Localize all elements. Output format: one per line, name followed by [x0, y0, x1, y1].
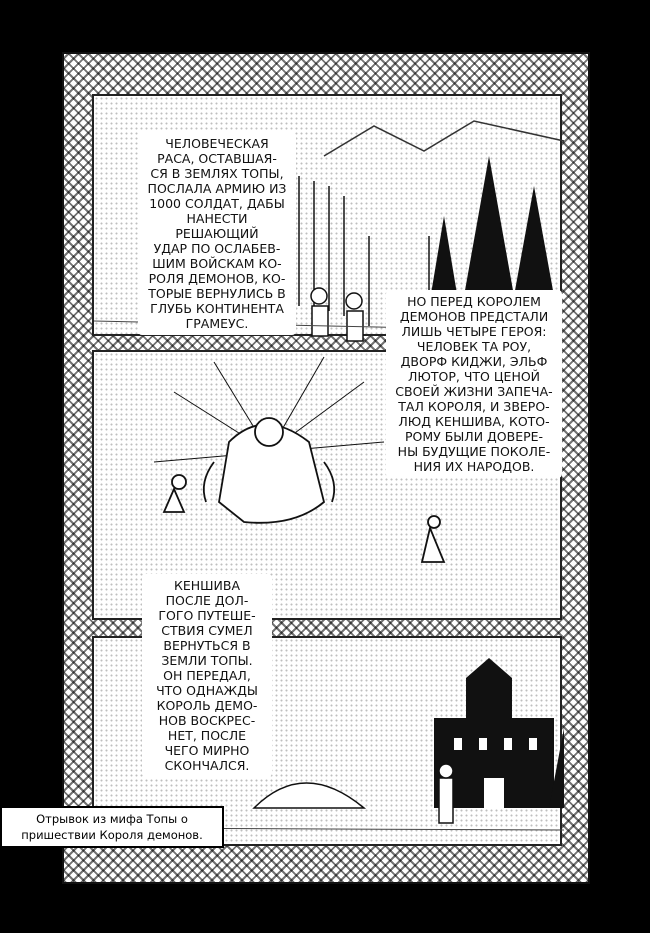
- caption-four-heroes: НО ПЕРЕД КОРОЛЕМ ДЕМОНОВ ПРЕДСТАЛИ ЛИШЬ ЧЕТЫРЕ ГЕРОЯ: ЧЕЛОВЕК ТА РОУ, ДВОРФ КИДЖИ, ЭЛЬФ ЛЮТОР, ЧТО ЦЕНОЙ СВОЕЙ ЖИЗНИ ЗАПЕЧА- ТАЛ КОРОЛЯ, И ЗВЕРО- ЛЮД КЕНШИВА, КОТО- РОМУ БЫЛИ ДОВЕРЕ- НЫ БУДУЩИЕ ПОКОЛЕ- НИЯ ИХ НАРОДОВ.: [386, 290, 562, 478]
- caption-kenshiva: КЕНШИВА ПОСЛЕ ДОЛ- ГОГО ПУТЕШЕ- СТВИЯ СУМЕЛ ВЕРНУТЬСЯ В ЗЕМЛИ ТОПЫ. ОН ПЕРЕДАЛ, ЧТО ОДНАЖДЫ КОРОЛЬ ДЕМО- НОВ ВОСКРЕС- НЕТ, ПОСЛЕ ЧЕГО МИРНО СКОНЧАЛСЯ.: [142, 574, 272, 777]
- footnote-box: Отрывок из мифа Топы о пришествии Короля демонов.: [0, 806, 224, 848]
- manga-page: [62, 52, 590, 884]
- caption-human-race: ЧЕЛОВЕЧЕСКАЯ РАСА, ОСТАВШАЯ- СЯ В ЗЕМЛЯХ ТОПЫ, ПОСЛАЛА АРМИЮ ИЗ 1000 СОЛДАТ, ДАБЫ НАНЕСТИ РЕШАЮЩИЙ УДАР ПО ОСЛАБЕВ- ШИМ ВОЙСКАМ КО- РОЛЯ ДЕМОНОВ, КО- ТОРЫЕ ВЕРНУЛИСЬ В ГЛУБЬ КОНТИНЕНТА ГРАМЕУС.: [138, 132, 296, 335]
